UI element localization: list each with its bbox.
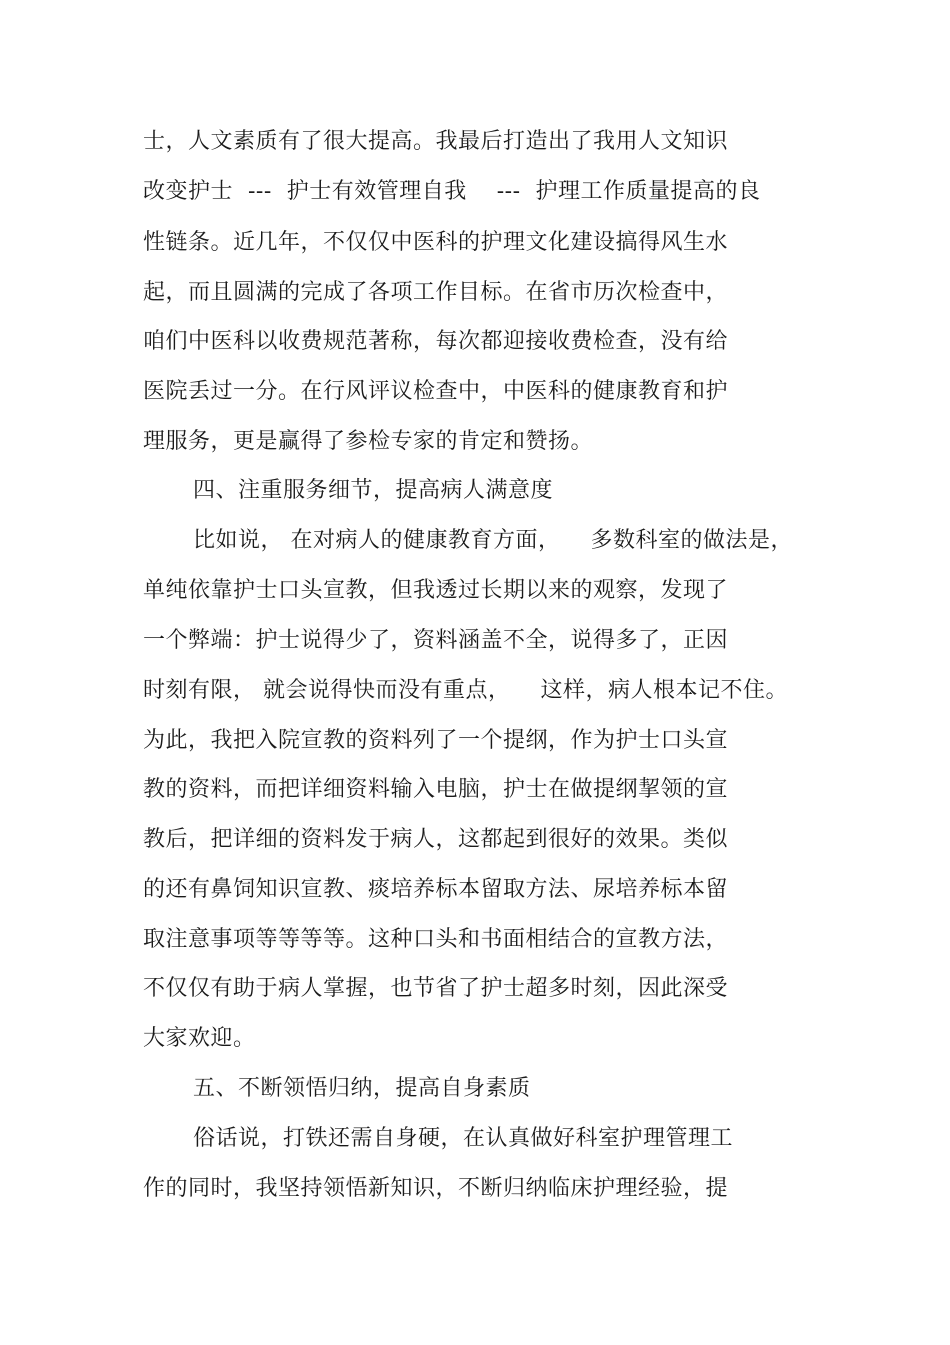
text-line: 为此，我把入院宣教的资料列了一个提纲，作为护士口头宣 xyxy=(143,728,729,753)
text-line: 教后，把详细的资料发于病人，这都起到很好的效果。类似 xyxy=(143,827,729,852)
section-heading: 四、注重服务细节，提高病人满意度 xyxy=(193,478,554,503)
text-line: 起，而且圆满的完成了各项工作目标。在省市历次检查中， xyxy=(143,280,729,305)
text-line: 取注意事项等等等等。这种口头和书面相结合的宣教方法， xyxy=(143,927,729,952)
text-line: 单纯依靠护士口头宣教，但我透过长期以来的观察，发现了 xyxy=(143,578,729,603)
text-line: 咱们中医科以收费规范著称，每次都迎接收费检查，没有给 xyxy=(143,329,729,354)
text-line: 作的同时，我坚持领悟新知识，不断归纳临床护理经验，提 xyxy=(143,1176,729,1201)
section-heading: 五、不断领悟归纳，提高自身素质 xyxy=(193,1076,531,1101)
text-line: 理服务，更是赢得了参检专家的肯定和赞扬。 xyxy=(143,429,594,454)
text-line: 士，人文素质有了很大提高。我最后打造出了我用人文知识 xyxy=(143,129,729,154)
text-line: 教的资料，而把详细资料输入电脑，护士在做提纲挈领的宣 xyxy=(143,777,729,802)
text-line: 的还有鼻饲知识宣教、痰培养标本留取方法、尿培养标本留 xyxy=(143,877,729,902)
text-line: 医院丢过一分。在行风评议检查中，中医科的健康教育和护 xyxy=(143,379,729,404)
text-line: 比如说， 在对病人的健康教育方面， 多数科室的做法是， xyxy=(193,528,793,553)
text-line: 大家欢迎。 xyxy=(143,1026,256,1051)
text-line: 时刻有限， 就会说得快而没有重点， 这样，病人根本记不住。 xyxy=(143,678,788,703)
text-line: 不仅仅有助于病人掌握，也节省了护士超多时刻，因此深受 xyxy=(143,976,729,1001)
text-line: 改变护士 --- 护士有效管理自我 --- 护理工作质量提高的良 xyxy=(143,179,761,204)
text-line: 性链条。近几年，不仅仅中医科的护理文化建设搞得风生水 xyxy=(143,230,729,255)
text-line: 一个弊端：护士说得少了，资料涵盖不全，说得多了，正因 xyxy=(143,628,729,653)
text-line: 俗话说，打铁还需自身硬，在认真做好科室护理管理工 xyxy=(193,1126,734,1151)
